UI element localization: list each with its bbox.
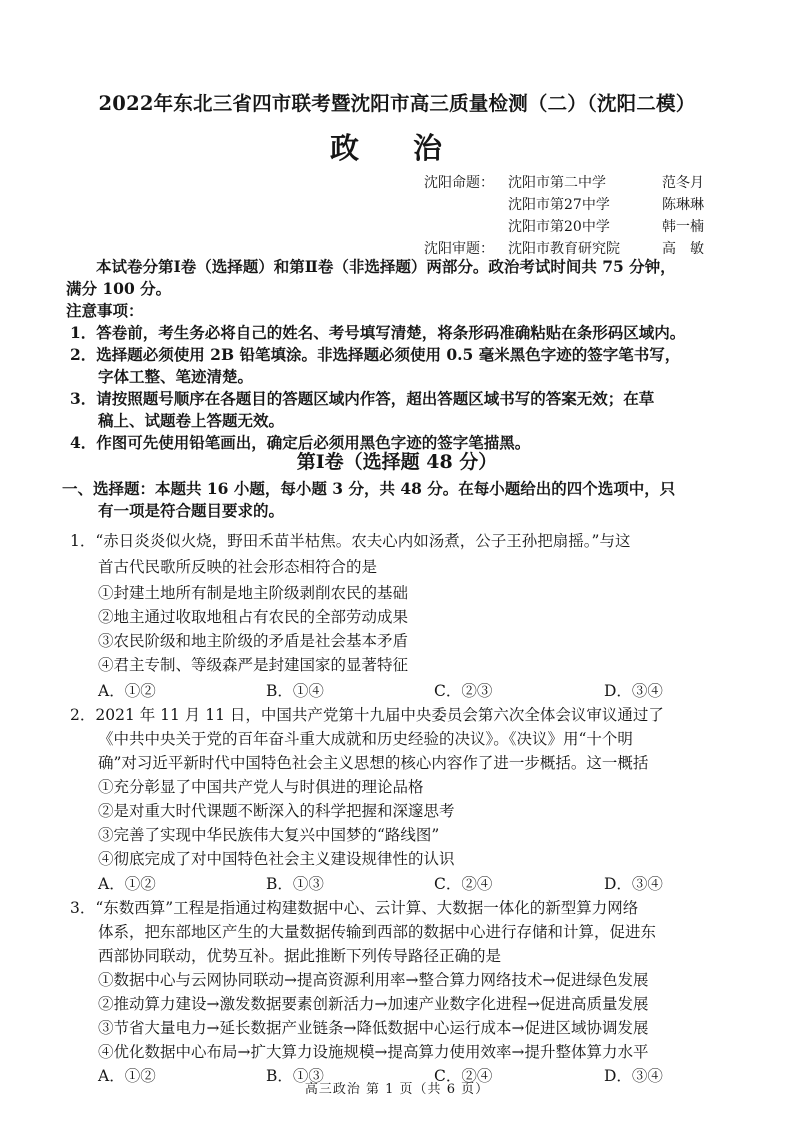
question-2-stem: 《中共中央关于党的百年奋斗重大成就和历史经验的决议》。《决议》用“十个明 (98, 730, 633, 748)
question-3-item: ①数据中心与云网协同联动→提高资源利用率→整合算力网络技术→促进绿色发展 (98, 971, 649, 989)
question-2-item: ②是对重大时代课题不断深入的科学把握和深邃思考 (98, 802, 455, 820)
question-1-stem: 1．“赤日炎炎似火烧，野田禾苗半枯焦。农夫心内如汤煮，公子王孙把扇摇。”与这 (70, 532, 631, 550)
section-title: 第Ⅰ卷（选择题 48 分） (296, 451, 498, 473)
author-list (424, 172, 704, 260)
option-d[interactable]: D．③④ (604, 875, 663, 893)
option-b[interactable]: B．①③ (266, 875, 324, 893)
author-row (424, 216, 704, 238)
option-a[interactable]: A．①② (98, 875, 156, 893)
author-name: 陈琳琳 (662, 197, 704, 213)
option-d[interactable]: D．③④ (604, 1067, 663, 1085)
question-3-stem: 体系，把东部地区产生的大量数据传输到西部的数据中心进行存储和计算，促进东 (98, 923, 657, 941)
notice-line: 稿上、试题卷上答题无效。 (98, 411, 285, 430)
option-b[interactable]: B．①③ (266, 1067, 324, 1085)
option-a[interactable]: A．①② (98, 1067, 156, 1085)
question-1-item: ①封建土地所有制是地主阶级剥削农民的基础 (98, 584, 409, 602)
question-2-item: ④彻底完成了对中国特色社会主义建设规律性的认识 (98, 850, 455, 868)
author-role: 沈阳审题： (424, 241, 494, 257)
notice-line: 字体工整、笔迹清楚。 (98, 367, 254, 386)
question-3-item: ②推动算力建设→激发数据要素创新活力→加速产业数字化进程→促进高质量发展 (98, 995, 649, 1013)
intro-line-1: 本试卷分第Ⅰ卷（选择题）和第Ⅱ卷（非选择题）两部分。政治考试时间共 75 分钟， (96, 257, 676, 276)
notice-line: 1．答卷前，考生务必将自己的姓名、考号填写清楚，将条形码准确粘贴在条形码区域内。 (70, 323, 686, 342)
question-1-item: ③农民阶级和地主阶级的矛盾是社会基本矛盾 (98, 632, 409, 650)
author-org: 沈阳市第二中学 (508, 175, 606, 191)
author-row (424, 172, 704, 194)
author-org: 沈阳市第20中学 (508, 219, 610, 235)
question-2-item: ③完善了实现中华民族伟大复兴中国梦的“路线图” (98, 826, 440, 844)
exam-title: 2022年东北三省四市联考暨沈阳市高三质量检测（二）（沈阳二模） (98, 92, 696, 115)
option-c[interactable]: C．②④ (434, 875, 493, 893)
question-3-item: ④优化数据中心布局→扩大算力设施规模→提高算力使用效率→提升整体算力水平 (98, 1043, 649, 1061)
instructions-line-2: 有一项是符合题目要求的。 (98, 501, 285, 520)
instructions-line-1: 一、选择题：本题共 16 小题，每小题 3 分，共 48 分。在每小题给出的四个选项中，只 (62, 479, 676, 498)
page-footer: 高三政治 第 1 页（共 6 页） (304, 1082, 490, 1097)
question-3-item: ③节省大量电力→延长数据产业链条→降低数据中心运行成本→促进区域协调发展 (98, 1019, 649, 1037)
notice-line: 2．选择题必须使用 2B 铅笔填涂。非选择题必须使用 0.5 毫米黑色字迹的签字笔书写， (70, 345, 681, 364)
option-d[interactable]: D．③④ (604, 682, 663, 700)
author-role: 沈阳命题： (424, 175, 494, 191)
question-3-stem: 西部协同联动，优势互补。据此推断下列传导路径正确的是 (98, 947, 502, 965)
notice-line: 3．请按照题号顺序在各题目的答题区域内作答，超出答题区域书写的答案无效；在草 (70, 389, 655, 408)
notice-heading: 注意事项： (66, 301, 144, 320)
question-2-stem: 确”对习近平新时代中国特色社会主义思想的核心内容作了进一步概括。这一概括 (98, 754, 649, 772)
author-name: 高 敏 (662, 241, 704, 257)
option-a[interactable]: A．①② (98, 682, 156, 700)
option-c[interactable]: C．②④ (434, 1067, 493, 1085)
question-2-item: ①充分彰显了中国共产党人与时俱进的理论品格 (98, 778, 424, 796)
question-3-stem: 3．“东数西算”工程是指通过构建数据中心、云计算、大数据一体化的新型算力网络 (70, 899, 639, 917)
notice-line: 4．作图可先使用铅笔画出，确定后必须用黑色字迹的签字笔描黑。 (70, 433, 531, 452)
option-b[interactable]: B．①④ (266, 682, 324, 700)
question-2-stem: 2．2021 年 11 月 11 日，中国共产党第十九届中央委员会第六次全体会议审议通过了 (70, 706, 664, 724)
question-1-stem: 首古代民歌所反映的社会形态相符合的是 (98, 558, 378, 576)
author-name: 韩一楠 (662, 219, 704, 235)
question-1-item: ②地主通过收取地租占有农民的全部劳动成果 (98, 608, 409, 626)
author-row (424, 194, 704, 216)
intro-line-2: 满分 100 分。 (66, 279, 172, 298)
subject-title: 政 治 (329, 131, 465, 165)
author-org: 沈阳市第27中学 (508, 197, 610, 213)
option-c[interactable]: C．②③ (434, 682, 493, 700)
question-1-item: ④君主专制、等级森严是封建国家的显著特征 (98, 656, 409, 674)
author-org: 沈阳市教育研究院 (508, 241, 620, 257)
author-name: 范冬月 (662, 175, 704, 191)
